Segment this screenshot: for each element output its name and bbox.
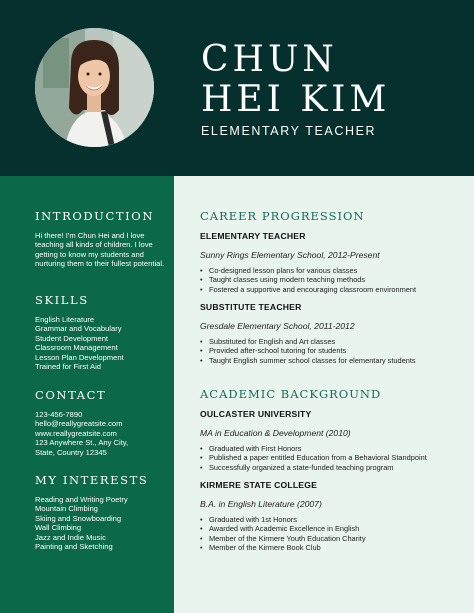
academic-entry bbox=[200, 409, 470, 472]
interests-heading: MY INTERESTS bbox=[35, 473, 149, 487]
portrait-image bbox=[35, 28, 154, 147]
list-item: Wall Climbing bbox=[35, 523, 82, 533]
list-item: • Member of the Kirmere Youth Education Charity bbox=[200, 534, 470, 543]
entry-bullets bbox=[200, 444, 470, 472]
contact-address-line-2: State, Country 12345 bbox=[35, 447, 107, 457]
list-item: Classroom Management bbox=[35, 343, 118, 353]
contact-website[interactable]: www.reallygreatsite.com bbox=[35, 428, 117, 438]
contact-address-line-1: 123 Anywhere St., Any City, bbox=[35, 438, 129, 448]
entry-title: KIRMERE STATE COLLEGE bbox=[200, 480, 318, 490]
entry-bullets bbox=[200, 515, 470, 553]
contact-heading: CONTACT bbox=[35, 388, 107, 402]
skills-section bbox=[35, 293, 165, 371]
entry-subtitle: MA in Education & Development (2010) bbox=[200, 428, 351, 438]
name-line-1: CHUN bbox=[201, 39, 338, 80]
career-entry bbox=[200, 231, 470, 294]
list-item: English Literature bbox=[35, 315, 95, 324]
contact-list bbox=[35, 410, 165, 457]
list-item: • Graduated with First Honors bbox=[200, 444, 470, 453]
list-item: Reading and Writing Poetry bbox=[35, 495, 128, 504]
list-item: • Member of the Kirmere Book Club bbox=[200, 543, 470, 552]
list-item: • Co-designed lesson plans for various classes bbox=[200, 266, 470, 275]
entry-title: SUBSTITUTE TEACHER bbox=[200, 302, 302, 312]
list-item: Student Development bbox=[35, 333, 109, 343]
list-item: • Awarded with Academic Excellence in English bbox=[200, 524, 470, 533]
list-item: Grammar and Vocabulary bbox=[35, 324, 122, 334]
list-item: • Taught English summer school classes for elementary students bbox=[200, 356, 470, 365]
contact-email[interactable]: hello@reallygreatsite.com bbox=[35, 419, 123, 429]
candidate-name bbox=[201, 40, 390, 120]
list-item: • Provided after-school tutoring for students bbox=[200, 346, 470, 355]
entry-subtitle: Sunny Rings Elementary School, 2012-Present bbox=[200, 250, 380, 260]
list-item: • Successfully organized a state-funded teaching program bbox=[200, 463, 470, 472]
skills-list bbox=[35, 315, 165, 371]
name-line-2: HEI KIM bbox=[201, 79, 391, 120]
interests-section bbox=[35, 473, 165, 551]
entry-title: ELEMENTARY TEACHER bbox=[200, 231, 306, 241]
entry-bullets bbox=[200, 266, 470, 294]
introduction-section bbox=[35, 209, 165, 269]
list-item: Lesson Plan Development bbox=[35, 352, 124, 362]
entry-title: OULCASTER UNIVERSITY bbox=[200, 409, 312, 419]
list-item: • Substituted for English and Art classes bbox=[200, 337, 470, 346]
entry-subtitle: Gresdale Elementary School, 2011-2012 bbox=[200, 321, 355, 331]
list-item: Painting and Sketching bbox=[35, 542, 113, 552]
skills-heading: SKILLS bbox=[35, 293, 89, 307]
list-item: • Taught classes using modern teaching methods bbox=[200, 275, 470, 284]
interests-list bbox=[35, 495, 165, 551]
career-entry bbox=[200, 302, 470, 365]
academic-heading: ACADEMIC BACKGROUND bbox=[200, 387, 382, 401]
list-item: Trained for First Aid bbox=[35, 362, 101, 372]
list-item: • Graduated with 1st Honors bbox=[200, 515, 470, 524]
contact-section bbox=[35, 388, 165, 457]
introduction-heading: INTRODUCTION bbox=[35, 209, 154, 223]
list-item: • Published a paper entitled Education from a Behavioral Standpoint bbox=[200, 453, 470, 462]
academic-entry bbox=[200, 480, 470, 553]
list-item: Jazz and Indie Music bbox=[35, 532, 106, 542]
job-title: ELEMENTARY TEACHER bbox=[201, 124, 377, 138]
list-item: Mountain Climbing bbox=[35, 504, 98, 514]
career-heading: CAREER PROGRESSION bbox=[200, 209, 365, 223]
profile-photo bbox=[35, 28, 154, 147]
contact-phone[interactable]: 123-456-7890 bbox=[35, 410, 83, 419]
sidebar bbox=[0, 176, 174, 613]
header-banner bbox=[0, 0, 474, 176]
introduction-text: Hi there! I'm Chun Hei and I love teaching all kinds of children. I love getting to know my students and nurturing them to their fullest potential. bbox=[35, 231, 165, 269]
list-item: Skiing and Snowboarding bbox=[35, 513, 122, 523]
entry-subtitle: B.A. in English Literature (2007) bbox=[200, 499, 322, 509]
list-item: • Fostered a supportive and encouraging classroom environment bbox=[200, 285, 470, 294]
entry-bullets bbox=[200, 337, 470, 365]
